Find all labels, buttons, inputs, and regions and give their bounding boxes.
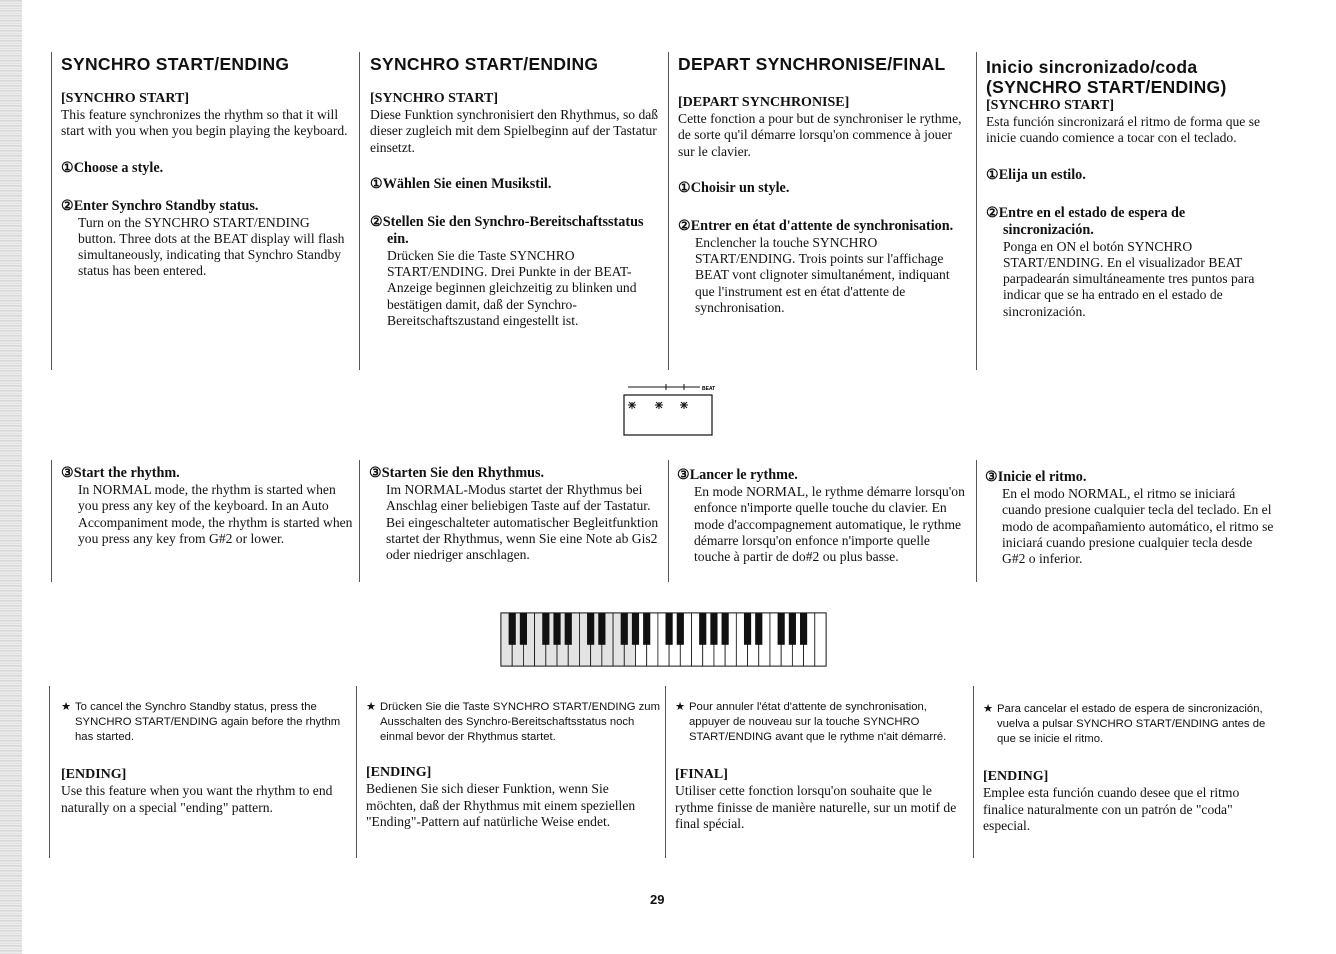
step-2-title: ②Enter Synchro Standby status. [61,197,259,214]
black-key [587,613,594,645]
step-2-text: Ponga en ON el botón SYNCHRO START/ENDING. En el visualizador BEAT parpadearán simultáneamente tres puntos para indicar que se ha entrado en el estado de sincronización. [1003,238,1255,319]
column-rule [356,686,357,858]
black-key [744,613,751,645]
synchro-start-heading: [DEPART SYNCHRONISE] [678,95,850,110]
blinking-dot-icon [680,402,688,409]
ending-heading: [ENDING] [366,765,432,781]
black-key [632,613,639,645]
black-key [699,613,706,645]
synchro-start-text: Diese Funktion synchronisiert den Rhythmus, so daß dieser zugleich mit dem Spielbeginn auf der Tastatur einsetzt. [370,107,659,155]
step-2-title: ②Entre en el estado de espera de sincronización. [986,204,1186,238]
black-key [643,613,650,645]
step-3-title: ③Lancer le rythme. [677,467,798,483]
scan-edge [0,0,22,954]
column-rule [359,460,360,582]
beat-display-illustration [618,380,718,440]
column-english-footer [61,700,349,816]
black-key [621,613,628,645]
synchro-start-text: Cette fonction a pour but de synchroniser le rythme, de sorte qu'il démarre lorsqu'on commence à jouer sur le clavier. [678,111,962,159]
ending-heading: [ENDING] [983,769,1049,785]
column-spanish-footer [983,702,1278,834]
synchro-start-text: Esta función sincronizará el ritmo de forma que se inicie cuando comience a tocar con el teclado. [986,114,1261,146]
synchro-start-heading: [SYNCHRO START] [986,98,1114,113]
column-german-step3 [369,465,661,563]
step-1: ①Elija un estilo. [986,166,1086,183]
column-german [370,54,662,329]
column-rule [51,460,52,582]
star-icon: ★ [983,703,994,715]
ending-heading: [ENDING] [61,767,127,783]
step-2-text: Drücken Sie die Taste SYNCHRO START/ENDING. Drei Punkte in der BEAT-Anzeige beginnen gleichzeitig zu blinken und bestätigen damit, daß der Synchro-Bereitschaftszustand eingestellt ist. [387,247,637,329]
step-3-text: En mode NORMAL, le rythme démarre lorsqu'on enfonce n'importe quelle touche du clavier. En mode d'accompagnement automatique, le rythme démarre lorsqu'on enfonce n'importe quelle touche à partir de do#2 ou plus basse. [694,484,965,565]
column-rule [668,460,669,582]
column-rule [359,52,360,370]
column-german-footer [366,700,660,830]
step-3-text: In NORMAL mode, the rhythm is started when you press any key of the keyboard. In an Auto Accompaniment mode, the rhythm is started when you press any key from G#2 or lower. [78,482,353,546]
star-icon: ★ [61,701,72,713]
cancel-note: ★ Drücken Sie die Taste SYNCHRO START/ENDING zum Ausschalten des Synchro-Bereitschaftsstatus noch einmal bevor der Rhythmus startet. [366,701,660,743]
step-2-title: ②Stellen Sie den Synchro-Bereitschaftsstatus ein. [370,213,644,247]
step-3-title: ③Starten Sie den Rhythmus. [369,465,545,481]
section-title: SYNCHRO START/ENDING [370,54,599,74]
synchro-start-text: This feature synchronizes the rhythm so that it will start with you when you begin playing the keyboard. [61,107,348,139]
white-key [815,613,826,666]
column-rule [973,686,974,858]
step-2-text: Turn on the SYNCHRO START/ENDING button. Three dots at the BEAT display will flash simultaneously, indicating that Synchro Standby status has been entered. [78,214,345,279]
black-key [789,613,796,645]
black-key [520,613,527,645]
black-key [778,613,785,645]
column-rule [51,52,52,370]
ending-text: Use this feature when you want the rhythm to end naturally on a special "ending" pattern. [61,783,333,815]
step-1: ①Choisir un style. [678,179,790,196]
step-3-text: Im NORMAL-Modus startet der Rhythmus bei Anschlag einer beliebigen Taste auf der Tastatur. Bei eingeschalteter automatischer Begleitfunktion startet der Rhythmus, wenn Sie eine Note ab Gis2 oder niedriger anschlagen. [386,482,659,563]
black-key [553,613,560,645]
column-english [61,54,351,280]
cancel-note: ★ Pour annuler l'état d'attente de synchronisation, appuyer de nouveau sur la touche SYNCHRO START/ENDING avant que le rythme n'ait démarré. [675,701,947,743]
synchro-start-heading: [SYNCHRO START] [370,91,498,106]
section-title: Inicio sincronizado/coda [986,57,1198,77]
column-spanish [986,57,1278,320]
step-2-title: ②Entrer en état d'attente de synchronisation. [678,217,954,234]
column-french [678,54,970,316]
keyboard-illustration [500,612,828,668]
column-rule [665,686,666,858]
black-key [509,613,516,645]
column-rule [976,52,977,370]
section-subtitle: (SYNCHRO START/ENDING) [986,77,1227,97]
star-icon: ★ [675,701,686,713]
black-key [710,613,717,645]
black-key [755,613,762,645]
black-key [598,613,605,645]
column-rule [49,686,50,858]
step-3-text: En el modo NORMAL, el ritmo se iniciará cuando presione cualquier tecla del teclado. En el modo de acompañamiento automático, el ritmo se iniciará cuando presione cualquier tecla desde G#2 o inferior. [1002,486,1274,567]
cancel-note: ★ To cancel the Synchro Standby status, press the SYNCHRO START/ENDING again before the rhythm has started. [61,701,341,743]
black-key [542,613,549,645]
section-title: SYNCHRO START/ENDING [61,54,290,74]
star-icon: ★ [366,701,377,713]
column-spanish-step3 [985,469,1277,567]
column-french-step3 [677,467,967,565]
page-number: 29 [650,892,665,907]
step-2-text: Enclencher la touche SYNCHRO START/ENDING. Trois points sur l'affichage BEAT vont clignoter simultanément, indiquant que l'instrument est en état d'attente de synchronisation. [695,234,950,316]
ending-heading: [FINAL] [675,767,728,783]
column-rule [976,460,977,582]
blinking-dot-icon [628,402,636,409]
beat-label: BEAT [702,386,716,392]
black-key [666,613,673,645]
column-french-footer [675,700,967,832]
column-english-step3 [61,465,353,547]
cancel-note: ★ Para cancelar el estado de espera de sincronización, vuelva a pulsar SYNCHRO START/ENDING antes de que se inicie el ritmo. [983,703,1266,745]
section-title: DEPART SYNCHRONISE/FINAL [678,54,946,74]
step-3-title: ③Start the rhythm. [61,465,180,481]
ending-text: Utiliser cette fonction lorsqu'on souhaite que le rythme finisse de manière naturelle, sur un motif de final spécial. [675,783,957,831]
step-1: ①Choose a style. [61,159,164,176]
black-key [800,613,807,645]
black-key [565,613,572,645]
ending-text: Bedienen Sie sich dieser Funktion, wenn Sie möchten, daß der Rhythmus mit einem speziellen "Ending"-Pattern auf natürliche Weise endet. [366,781,636,829]
step-1: ①Wählen Sie einen Musikstil. [370,175,552,192]
black-key [677,613,684,645]
ending-text: Emplee esta función cuando desee que el ritmo finalice naturalmente con un patrón de "coda" especial. [983,785,1240,833]
column-rule [668,52,669,370]
black-key [722,613,729,645]
step-3-title: ③Inicie el ritmo. [985,469,1087,485]
synchro-start-heading: [SYNCHRO START] [61,91,189,106]
blinking-dot-icon [655,402,663,409]
